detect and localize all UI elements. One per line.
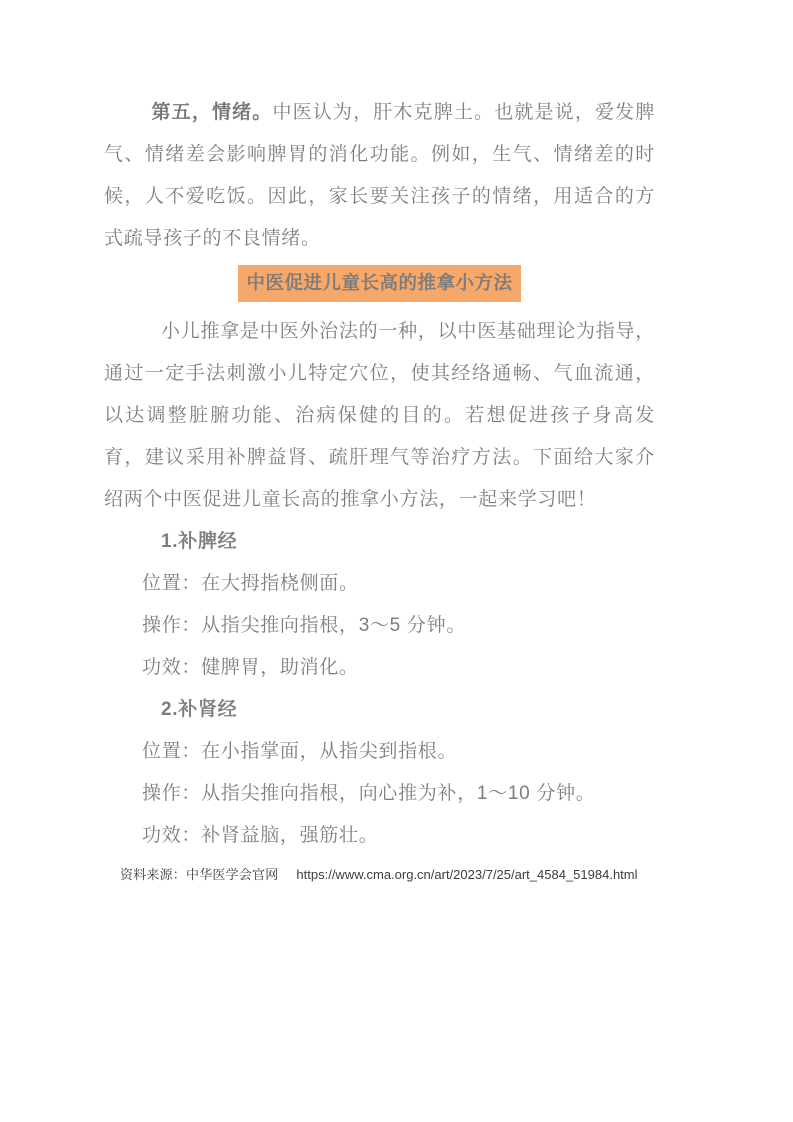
method-1-effect: 功效：健脾胃，助消化。 — [142, 657, 359, 678]
method-2-operation: 操作：从指尖推向指根，向心推为补，1～10 分钟。 — [142, 783, 596, 804]
section-heading-highlight: 中医促进儿童长高的推拿小方法 — [238, 265, 520, 302]
paragraph-emotion-lead: 第五，情绪。 — [151, 102, 273, 123]
source-url: https://www.cma.org.cn/art/2023/7/25/art_4584_51984.html — [296, 867, 638, 882]
paragraph-emotion-body: 中医认为，肝木克脾土。也就是说，爱发脾气、情绪差会影响脾胃的消化功能。例如，生气、情绪差的时候，人不爱吃饭。因此，家长要关注孩子的情绪，用适合的方式疏导孩子的不良情绪。 — [104, 102, 655, 249]
paragraph-emotion — [104, 92, 655, 260]
method-2-location: 位置：在小指掌面，从指尖到指根。 — [142, 741, 458, 762]
method-2-effect: 功效：补肾益脑，强筋壮。 — [142, 825, 379, 846]
method-1-location: 位置：在大拇指桡侧面。 — [142, 573, 359, 594]
paragraph-intro: 小儿推拿是中医外治法的一种，以中医基础理论为指导，通过一定手法刺激小儿特定穴位，使其经络通畅、气血流通，以达调整脏腑功能、治病保健的目的。若想促进孩子身高发育，建议采用补脾益肾、疏肝理气等治疗方法。下面给大家介绍两个中医促进儿童长高的推拿小方法，一起来学习吧！ — [104, 321, 655, 510]
method-1-operation: 操作：从指尖推向指根，3～5 分钟。 — [142, 615, 467, 636]
section-heading-line — [104, 263, 655, 305]
method-1-title: 1.补脾经 — [161, 531, 238, 552]
source-label: 资料来源：中华医学会官网 — [120, 867, 279, 882]
method-2-title: 2.补肾经 — [161, 699, 238, 720]
source-footer — [104, 865, 655, 885]
